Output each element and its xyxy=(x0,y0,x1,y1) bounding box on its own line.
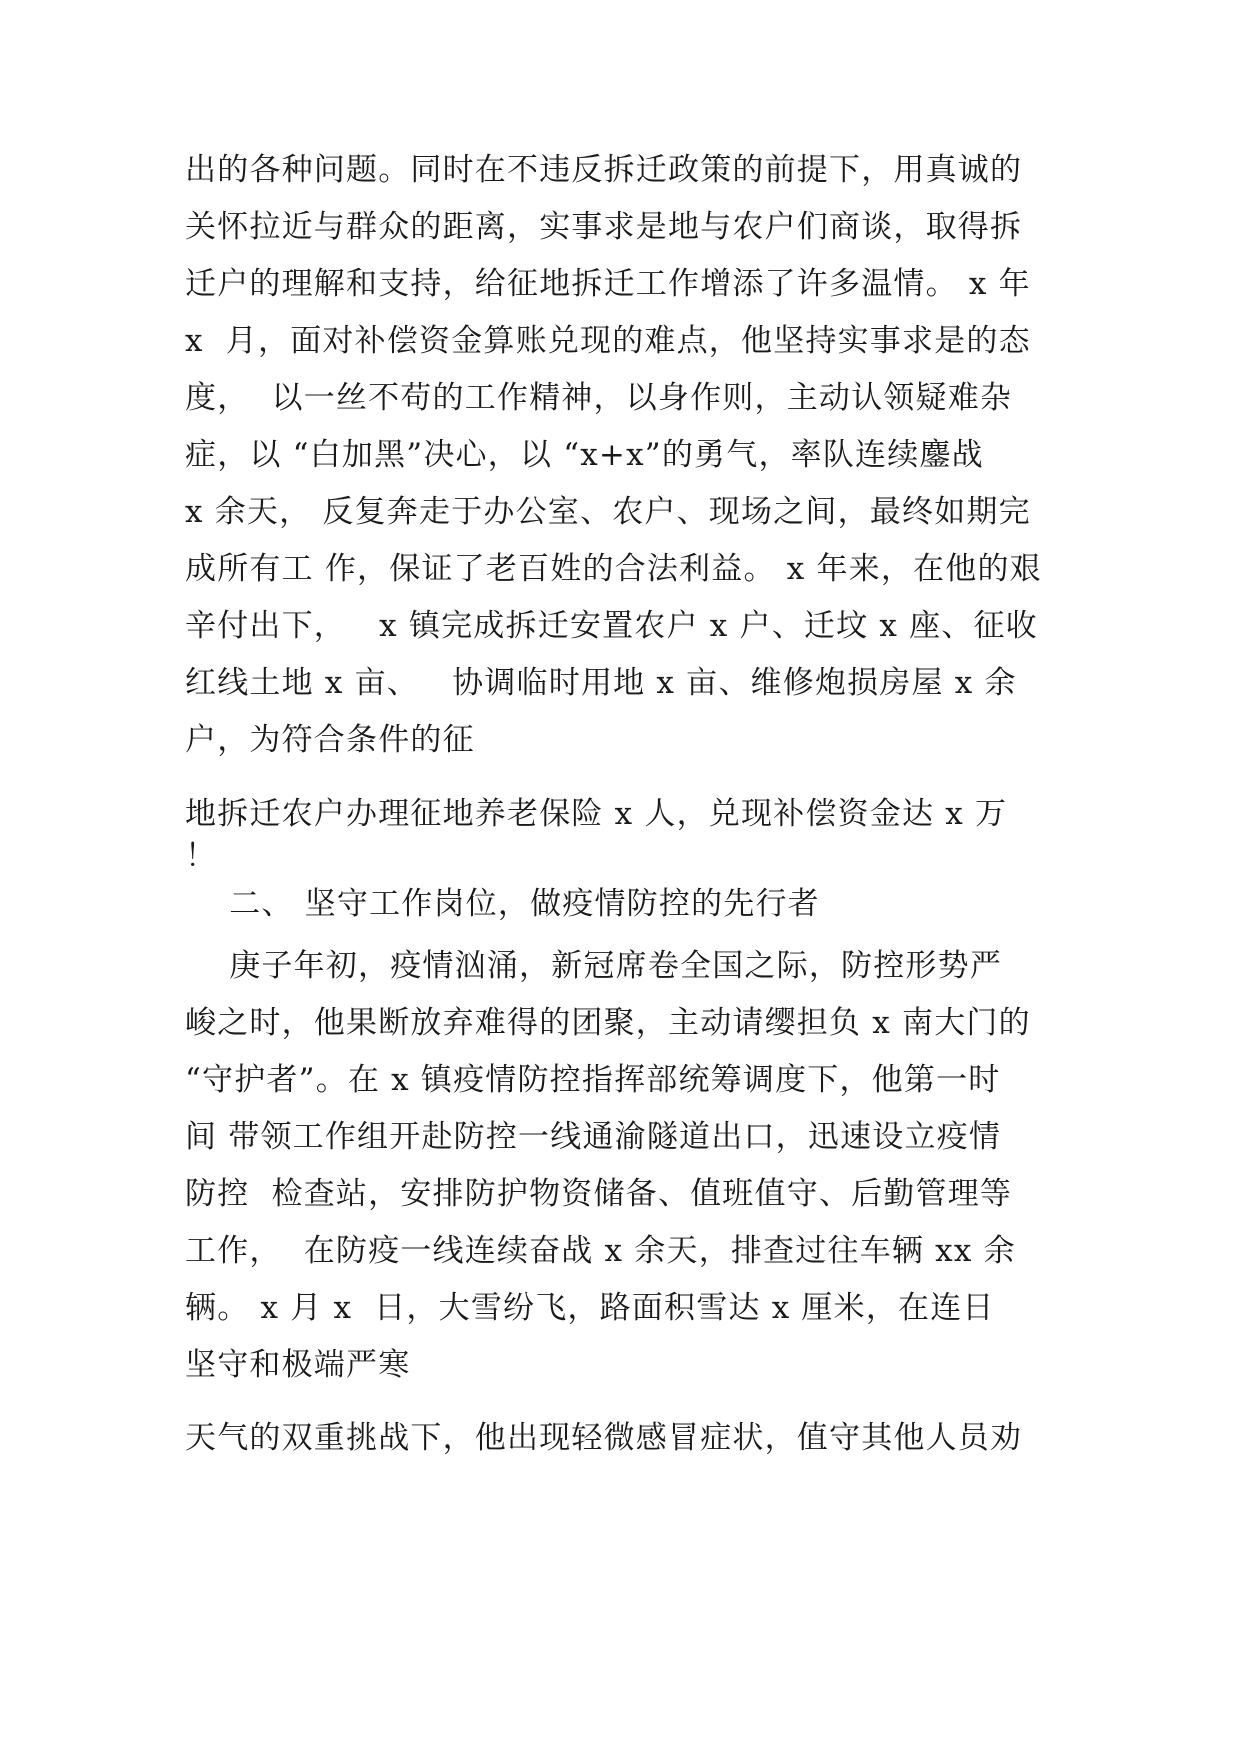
text-line: 户，为符合条件的征 xyxy=(185,722,475,758)
text-line: 辛付出下， x 镇完成拆迁安置农户 x 户、迁坟 x 座、征收 xyxy=(185,608,1038,644)
text-line: 防控 检查站，安排防护物资储备、值班值守、后勤管理等 xyxy=(185,1176,1013,1212)
text-line: 成所有工 作，保证了老百姓的合法利益。 x 年来，在他的艰 xyxy=(185,551,1042,587)
text-line: x 月，面对补偿资金算账兑现的难点，他坚持实事求是的态 xyxy=(185,323,1031,359)
text-line: x 余天， 反复奔走于办公室、农户、现场之间，最终如期完 xyxy=(185,494,1031,530)
text-line: 坚守和极端严寒 xyxy=(185,1347,411,1383)
text-line: 地拆迁农户办理征地养老保险 x 人，兑现补偿资金达 x 万 xyxy=(185,796,1008,832)
text-line: 迁户的理解和支持，给征地拆迁工作增添了许多温情。 x 年 xyxy=(185,266,1031,302)
text-line: ！ xyxy=(185,838,218,874)
text-line: 天气的双重挑战下，他出现轻微感冒症状，值守其他人员劝 xyxy=(185,1420,1023,1456)
text-line: “守护者”。在 x 镇疫情防控指挥部统筹调度下，他第一时 xyxy=(185,1062,1001,1098)
text-line: 症，以 “白加黑”决心，以 “x+x”的勇气，率队连续鏖战 xyxy=(185,437,984,473)
text-line: 峻之时，他果断放弃难得的团聚，主动请缨担负 x 南大门的 xyxy=(185,1005,1031,1041)
text-line: 间 带领工作组开赴防控一线通渝隧道出口，迅速设立疫情 xyxy=(185,1119,1002,1155)
text-line: 辆。 x 月 x 日，大雪纷飞，路面积雪达 x 厘米，在连日 xyxy=(185,1290,995,1326)
text-line: 关怀拉近与群众的距离，实事求是地与农户们商谈，取得拆 xyxy=(185,209,1023,245)
section-heading: 二、 坚守工作岗位，做疫情防控的先行者 xyxy=(185,886,820,922)
text-line: 庚子年初，疫情汹涌，新冠席卷全国之际，防控形势严 xyxy=(185,948,1003,984)
text-line: 度， 以一丝不苟的工作精神，以身作则，主动认领疑难杂 xyxy=(185,380,1013,416)
text-line: 工作， 在防疫一线连续奋战 x 余天，排查过往车辆 xx 余 xyxy=(185,1233,1016,1269)
text-line: 出的各种问题。同时在不违反拆迁政策的前提下，用真诚的 xyxy=(185,152,1023,188)
text-line: 红线土地 x 亩、 协调临时用地 x 亩、维修炮损房屋 x 余 xyxy=(185,665,1017,701)
